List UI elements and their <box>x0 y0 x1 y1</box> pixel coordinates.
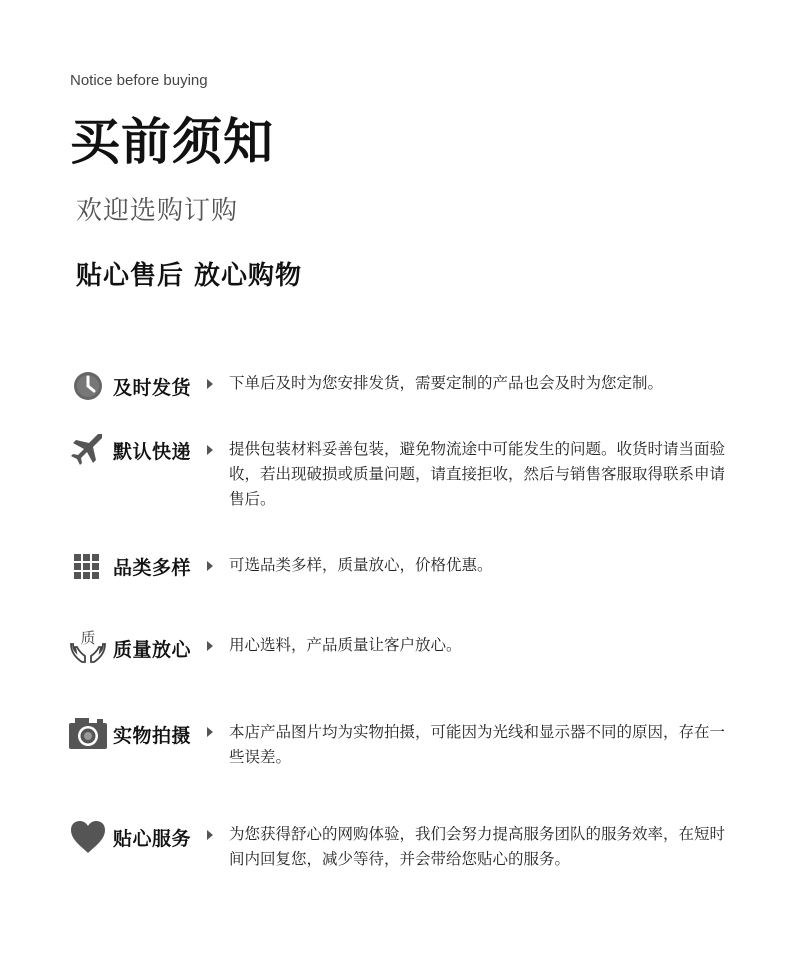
welcome-text: 欢迎选购订购 <box>76 196 239 226</box>
item-description: 用心选料，产品质量让客户放心。 <box>229 636 462 654</box>
item-description: 可选品类多样，质量放心，价格优惠。 <box>229 556 493 574</box>
item-description: 为您获得舒心的网购体验，我们会努力提高服务团队的服务效率，在短时间内回复您，减少等待，并会带给您贴心的服务。 <box>229 825 726 868</box>
item-heading: 品类多样 <box>113 557 192 579</box>
grid-icon <box>68 548 108 588</box>
arrow-right-icon <box>207 727 213 737</box>
item-description: 提供包装材料妥善包装，避免物流途中可能发生的问题。收货时请当面验收，若出现破损或质量问题，请直接拒收，然后与销售客服取得联系申请售后。 <box>229 440 726 508</box>
heart-icon <box>68 816 108 856</box>
clock-icon <box>68 366 108 406</box>
airplane-icon <box>68 430 108 470</box>
item-description: 下单后及时为您安排发货，需要定制的产品也会及时为您定制。 <box>229 374 664 392</box>
item-heading: 质量放心 <box>113 639 192 661</box>
subtitle-en: Notice before buying <box>70 72 208 89</box>
page-title: 买前须知 <box>70 113 274 171</box>
arrow-right-icon <box>207 379 213 389</box>
arrow-right-icon <box>207 641 213 651</box>
arrow-right-icon <box>207 830 213 840</box>
quality-hands-icon <box>68 626 108 666</box>
arrow-right-icon <box>207 561 213 571</box>
svg-text:质: 质 <box>80 629 96 647</box>
item-heading: 默认快递 <box>113 441 192 463</box>
arrow-right-icon <box>207 445 213 455</box>
item-heading: 实物拍摄 <box>113 725 192 747</box>
camera-icon <box>68 714 108 754</box>
item-heading: 及时发货 <box>113 377 192 399</box>
slogan-text: 贴心售后 放心购物 <box>76 261 303 291</box>
item-heading: 贴心服务 <box>113 828 192 850</box>
item-description: 本店产品图片均为实物拍摄，可能因为光线和显示器不同的原因，存在一些误差。 <box>229 723 726 766</box>
